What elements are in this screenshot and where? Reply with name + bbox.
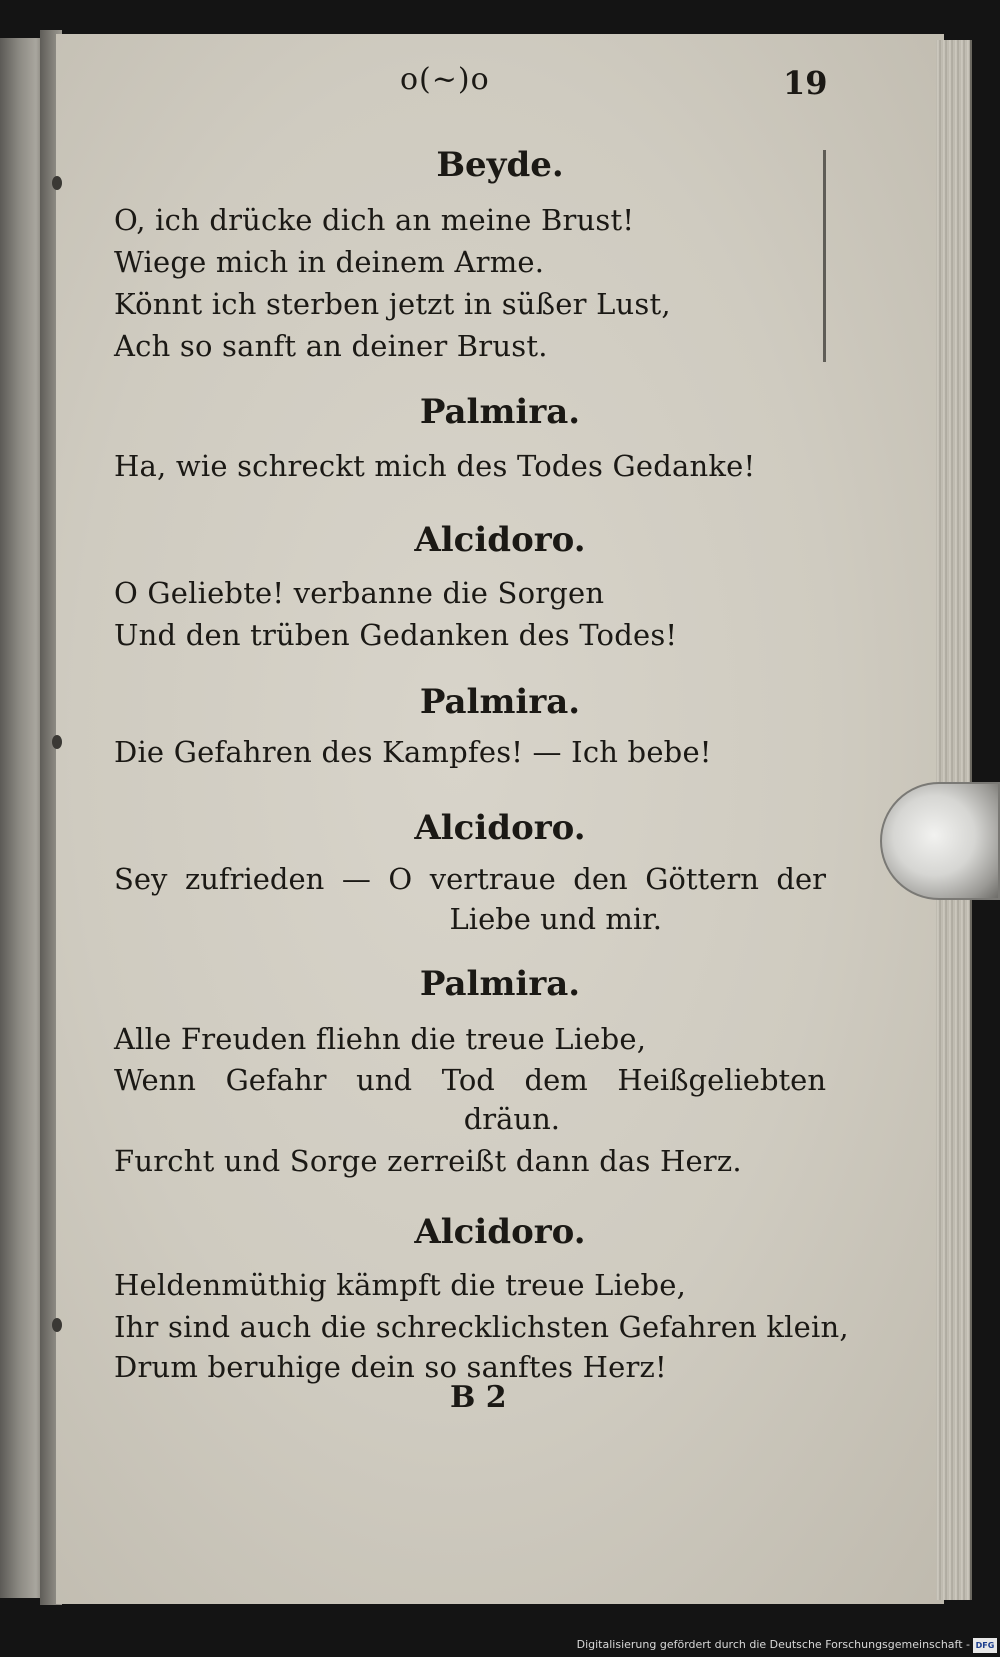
verse-line: Sey zufrieden — O vertraue den Göttern der xyxy=(114,862,826,896)
speaker-name: Alcidoro. xyxy=(414,1212,586,1252)
verse-line: O Geliebte! verbanne die Sorgen xyxy=(114,576,605,610)
verse-line: Alle Freuden fliehn die treue Liebe, xyxy=(114,1022,647,1056)
speaker-name: Alcidoro. xyxy=(414,520,586,560)
speaker-name: Palmira. xyxy=(419,392,581,432)
digitization-credit: Digitalisierung gefördert durch die Deutsche Forschungsgemeinschaft - xyxy=(576,1638,970,1651)
header-ornament: o(~)o xyxy=(400,62,490,97)
dfg-logo: DFG xyxy=(973,1638,997,1653)
verse-line-continuation: Liebe und mir. xyxy=(449,902,662,936)
page-number: 19 xyxy=(783,64,828,102)
verse-line: Drum beruhige dein so sanftes Herz! xyxy=(114,1350,667,1384)
verse-line: Ach so sanft an deiner Brust. xyxy=(114,329,548,363)
verse-line: Ha, wie schreckt mich des Todes Gedanke! xyxy=(114,449,756,483)
verse-line: O, ich drücke dich an meine Brust! xyxy=(114,203,635,237)
verse-line: Furcht und Sorge zerreißt dann das Herz. xyxy=(114,1144,742,1178)
verse-line: Heldenmüthig kämpft die treue Liebe, xyxy=(114,1268,687,1302)
verse-line: Wiege mich in deinem Arme. xyxy=(114,245,545,279)
verse-line: Wenn Gefahr und Tod dem Heißgeliebten xyxy=(114,1063,826,1097)
verse-line: Und den trüben Gedanken des Todes! xyxy=(114,618,678,652)
speaker-name: Alcidoro. xyxy=(414,808,586,848)
speaker-name: Palmira. xyxy=(419,964,581,1004)
binding-thread xyxy=(52,1318,62,1332)
verse-line: Ihr sind auch die schrecklichsten Gefahren klein, xyxy=(114,1310,849,1344)
speaker-name: Palmira. xyxy=(419,682,581,722)
verse-line-continuation: dräun. xyxy=(463,1102,560,1136)
verse-line: Könnt ich sterben jetzt in süßer Lust, xyxy=(114,287,671,321)
verse-line: Die Gefahren des Kampfes! — Ich bebe! xyxy=(114,735,712,769)
signature-mark: B 2 xyxy=(450,1380,507,1415)
speaker-name: Beyde. xyxy=(436,145,564,185)
binding-thread xyxy=(52,735,62,749)
